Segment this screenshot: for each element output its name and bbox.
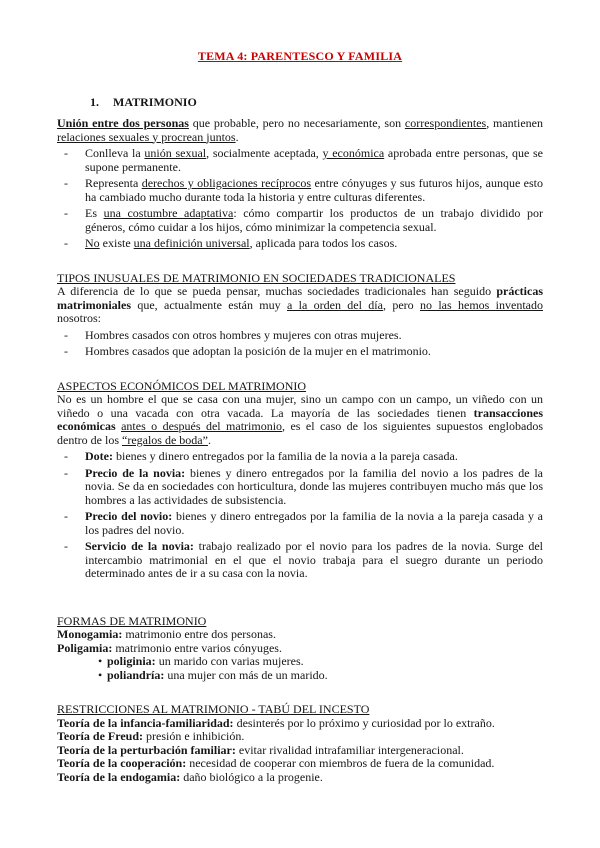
text-run: , mantienen [486, 116, 543, 130]
paragraph [57, 285, 543, 326]
text-run: RESTRICCIONES AL MATRIMONIO - TABÚ DEL INCESTO [57, 702, 370, 716]
definition-line [57, 730, 543, 744]
definition-line [57, 771, 543, 785]
text-run: desinterés por lo próximo y curiosidad por lo extraño. [233, 715, 495, 730]
section-heading [57, 703, 543, 717]
list-marker: - [64, 327, 68, 342]
text-run: trabajo realizado por el novio para los padres de la novia. Surge del intercambio matrimonial en el que el novio trabaja para el suegro durante un periodo determinado antes de ir a su casa con la novia. [85, 539, 543, 580]
text-run: Teoría de la perturbación familiar: [57, 742, 236, 757]
text-run: que probable, pero no necesariamente, son [188, 116, 405, 130]
text-run: no las hemos inventado [420, 297, 543, 312]
list-marker: 1. [90, 94, 99, 109]
list-item-text [85, 147, 543, 174]
text-run: Monogamia: [57, 627, 123, 641]
list-marker: - [64, 539, 68, 553]
bullet-list-item [57, 540, 543, 581]
bullet-list-item [57, 450, 543, 464]
text-run: unión sexual [144, 146, 207, 160]
text-run: MATRIMONIO [113, 94, 197, 109]
list-marker: - [64, 449, 68, 463]
text-run: una costumbre adaptativa [103, 206, 234, 220]
text-run: bienes y dinero entregados por la familia de la novia a la pareja casada y a los padres del novio. [85, 509, 543, 537]
definition-line [57, 757, 543, 771]
text-run: entre cónyuges y sus futuros hijos, aunque esto ha cambiado mucho durante toda la historia y entre culturas diferentes. [85, 176, 543, 204]
list-item-text [85, 467, 543, 508]
text-run: Teoría de la endogamia: [57, 769, 181, 784]
text-run: Poligamia: [57, 640, 113, 655]
bullet-list-item [57, 207, 543, 234]
bullet-list-item [57, 329, 543, 343]
text-run: una definición universal [133, 236, 250, 250]
text-run: Teoría de la infancia-familiaridad: [57, 715, 234, 730]
list-marker: • [98, 654, 103, 668]
text-run: transacciones económicas [57, 405, 543, 433]
text-run: Unión entre dos personas [57, 116, 189, 130]
section-heading [57, 615, 543, 629]
text-run: Conlleva la [85, 146, 145, 160]
text-run: , socialmente aceptada, [206, 146, 323, 160]
list-item-text [107, 669, 543, 683]
text-run: daño biológico a la progenie. [180, 769, 323, 784]
text-run: Precio de la novia: [85, 465, 186, 480]
bullet-list-item [57, 177, 543, 204]
section-heading [57, 272, 543, 286]
list-item-text [85, 450, 543, 464]
sub-bullet-item [57, 655, 543, 669]
text-run: . [207, 432, 211, 447]
text-run: , pero [382, 297, 420, 312]
document-title: TEMA 4: PARENTESCO Y FAMILIA [197, 49, 403, 63]
list-marker: - [64, 509, 68, 523]
paragraph [57, 393, 543, 447]
bullet-list-item [57, 467, 543, 508]
text-run: poliginia: [107, 654, 156, 668]
text-run: FORMAS DE MATRIMONIO [57, 613, 207, 628]
text-run: Precio del novio: [85, 509, 173, 523]
definition-line [57, 744, 543, 758]
text-run: aprobada entre personas, que se supone permanente. [85, 146, 543, 174]
text-run: existe [99, 236, 134, 250]
text-run: “regalos de boda” [122, 432, 208, 447]
bullet-list-item [57, 345, 543, 359]
paragraph-spacer [57, 581, 543, 594]
text-run: : cómo compartir los productos de un trabajo dividido por géneros, cómo cuidar a los hijos, cómo minimizar la competencia sexual. [85, 206, 543, 234]
text-run: , es el caso de los siguientes supuestos englobados dentro de los [57, 419, 543, 447]
list-marker: - [64, 236, 68, 250]
text-run: y económica [322, 146, 385, 160]
text-run: No es un hombre el que se casa con una mujer, sino un campo con un campo, un viñedo con un viñedo o una vacada con otra vacada. La mayoría de las sociedades tienen [57, 392, 543, 420]
text-run: TIPOS INUSUALES DE MATRIMONIO EN SOCIEDADES TRADICIONALES [57, 270, 456, 285]
text-run: bienes y dinero entregados por la familia del novio a los padres de la novia. Se da en sociedades con horticultura, donde las mujeres contribuyen mucho más que los hombres a las actividades de subsistencia. [85, 465, 544, 507]
definition-line [57, 642, 543, 656]
text-run: antes o después del matrimonio [121, 419, 283, 433]
text-run: Servicio de la novia: [85, 539, 194, 553]
definition-line [57, 717, 543, 731]
text-run: a la orden del día [286, 297, 383, 312]
list-marker: - [64, 206, 68, 220]
text-run: Es [85, 206, 104, 220]
text-run: correspondientes [404, 116, 487, 130]
text-run: Hombres casados con otros hombres y mujeres con otras mujeres. [85, 327, 402, 342]
text-run: Hombres casados que adoptan la posición de la mujer en el matrimonio. [85, 344, 431, 358]
document-body [57, 96, 543, 785]
text-run: prácticas matrimoniales [57, 284, 543, 312]
bullet-list-item [57, 510, 543, 537]
sub-bullet-item [57, 669, 543, 683]
text-run: . [235, 129, 239, 144]
text-run: No [85, 236, 100, 250]
section-heading [57, 380, 543, 394]
text-run: un marido con varias mujeres. [155, 654, 304, 668]
text-run: poliandría: [107, 667, 165, 682]
text-run: matrimonio entre varios cónyuges. [112, 640, 282, 655]
text-run: A diferencia de lo que se pueda pensar, muchas sociedades tradicionales han seguido [57, 284, 497, 298]
text-run: , aplicada para todos los casos. [249, 236, 398, 250]
text-run: Representa [85, 176, 142, 190]
list-item-text [85, 237, 543, 251]
list-marker: • [98, 667, 103, 682]
list-marker: - [64, 465, 68, 480]
list-item-text [85, 510, 543, 537]
bullet-list-item [57, 237, 543, 251]
text-run: Dote: [85, 449, 113, 463]
text-run: relaciones sexuales y procrean juntos [57, 129, 236, 144]
text-run: que, actualmente están muy [131, 297, 287, 312]
list-item-text [85, 207, 543, 234]
text-run: Teoría de Freud: [57, 729, 143, 743]
list-item-text [85, 329, 543, 343]
definition-line [57, 628, 543, 642]
text-run: nosotros: [57, 311, 102, 325]
list-item-text [85, 540, 543, 581]
list-item-text [85, 177, 543, 204]
paragraph [57, 117, 543, 144]
text-run: Teoría de la cooperación: [57, 756, 187, 770]
text-run: derechos y obligaciones recíprocos [141, 176, 312, 190]
text-run: bienes y dinero entregados por la familia de la novia a la pareja casada. [112, 449, 458, 463]
numbered-heading [57, 96, 543, 110]
list-marker: - [64, 146, 68, 160]
text-run: una mujer con más de un marido. [164, 667, 328, 682]
list-marker: - [64, 176, 68, 190]
text-run: presión e inhibición. [143, 729, 245, 743]
bullet-list-item [57, 147, 543, 174]
text-run: evitar rivalidad intrafamiliar intergeneracional. [235, 742, 464, 757]
list-item-text [107, 655, 543, 669]
text-run: matrimonio entre dos personas. [122, 627, 276, 641]
list-item-text [85, 345, 543, 359]
text-run: ASPECTOS ECONÓMICOS DEL MATRIMONIO [57, 378, 307, 393]
list-item-text [113, 96, 543, 110]
list-marker: - [64, 344, 68, 358]
text-run: necesidad de cooperar con miembros de fuera de la comunidad. [186, 756, 495, 770]
